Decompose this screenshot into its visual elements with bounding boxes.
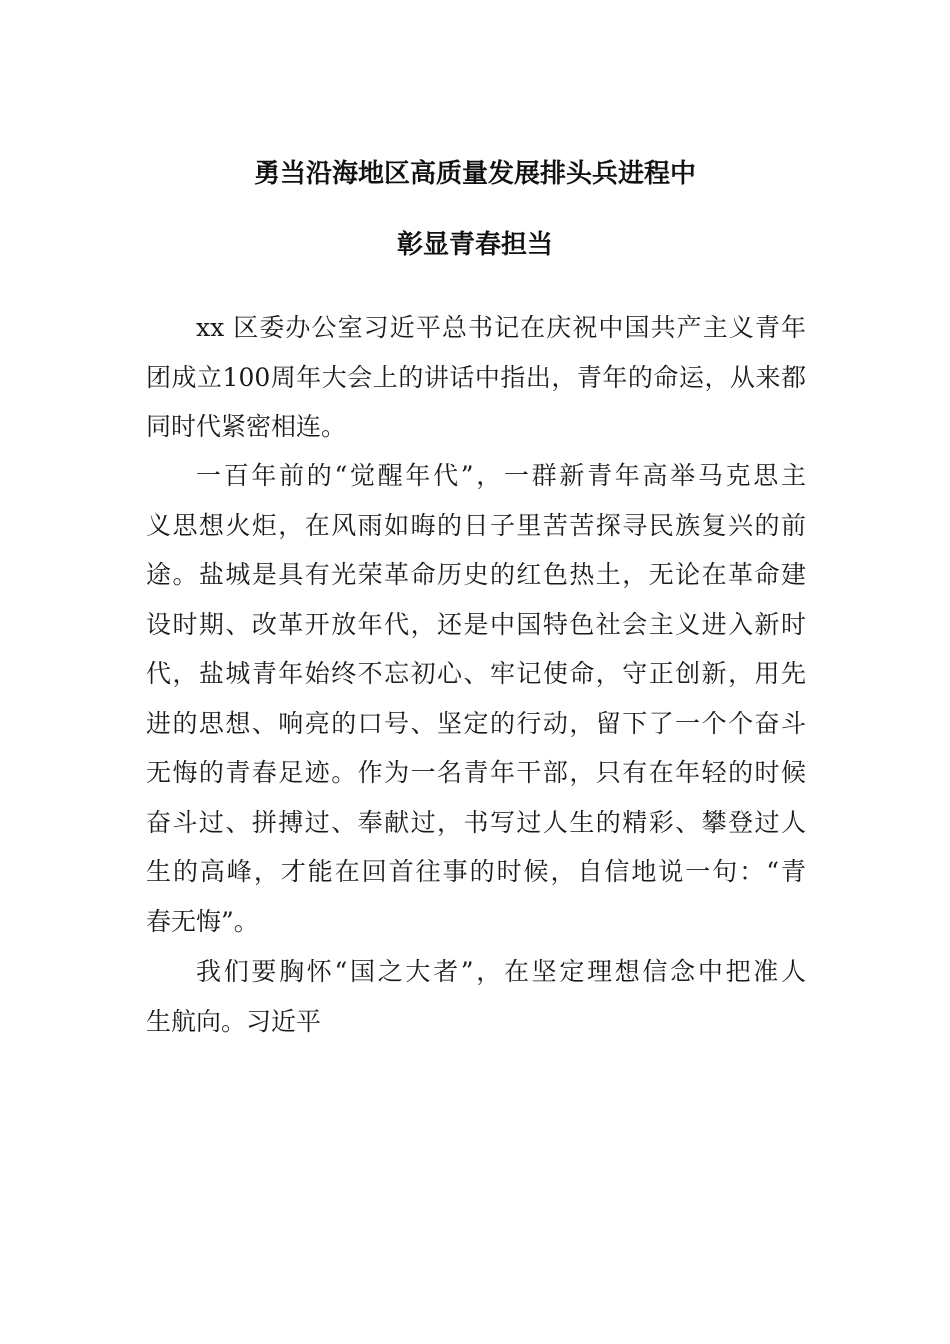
paragraph-line: 生航向。习近平 — [146, 1006, 322, 1036]
paragraph-line: 一百年前的“觉醒年代”，一群新青年高举马克思主 — [196, 461, 806, 490]
paragraph-1 — [146, 303, 806, 452]
paragraph-line: 团成立100周年大会上的讲话中指出，青年的命运，从来都 — [146, 362, 806, 392]
paragraph-line: 义思想火炬，在风雨如晦的日子里苦苦探寻民族复兴的前 — [146, 510, 806, 540]
paragraph-line: 奋斗过、拼搏过、奉献过，书写过人生的精彩、攀登过人 — [146, 807, 806, 837]
paragraph-line: 途。盐城是具有光荣革命历史的红色热土，无论在革命建 — [146, 560, 806, 589]
paragraph-line: 代，盐城青年始终不忘初心、牢记使命，守正创新，用先 — [146, 659, 806, 688]
paragraph-2 — [146, 451, 806, 946]
document-title-line-2: 彰显青春担当 — [396, 230, 553, 260]
document-title-line-1: 勇当沿海地区高质量发展排头兵进程中 — [253, 159, 696, 189]
paragraph-3 — [146, 947, 806, 1046]
paragraph-line: xx 区委办公室习近平总书记在庆祝中国共产主义青年 — [196, 313, 806, 342]
paragraph-line: 设时期、改革开放年代，还是中国特色社会主义进入新时 — [146, 609, 806, 639]
paragraph-line: 同时代紧密相连。 — [146, 412, 347, 441]
paragraph-line: 生的高峰，才能在回首往事的时候，自信地说一句：“青 — [146, 857, 806, 886]
paragraph-line: 进的思想、响亮的口号、坚定的行动，留下了一个个奋斗 — [146, 708, 806, 738]
paragraph-line: 无悔的青春足迹。作为一名青年干部，只有在年轻的时候 — [146, 758, 806, 787]
paragraph-line: 我们要胸怀“国之大者”，在坚定理想信念中把准人 — [196, 957, 806, 986]
paragraph-line: 春无悔”。 — [146, 906, 259, 936]
